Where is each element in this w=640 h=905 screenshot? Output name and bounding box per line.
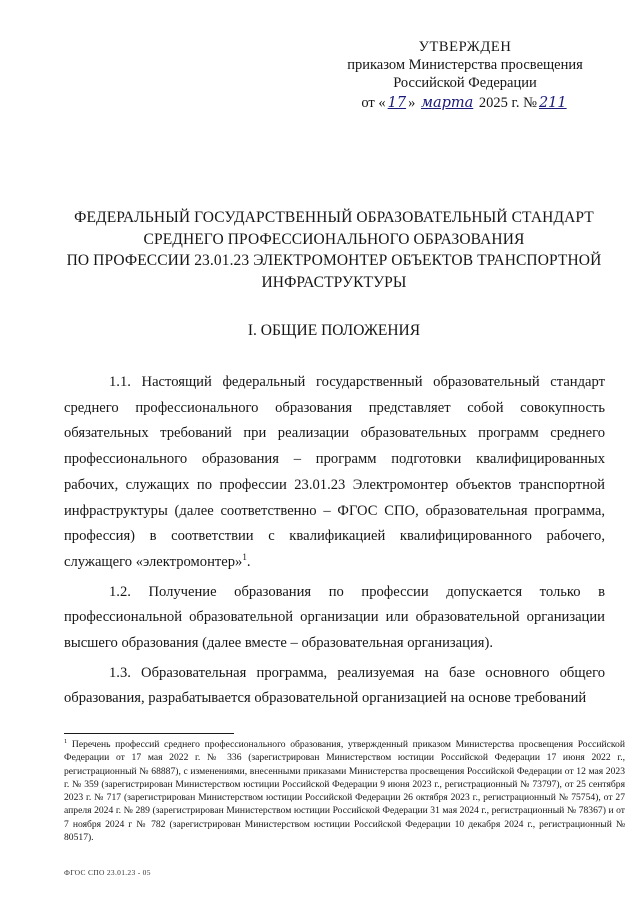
title-line-1: ФЕДЕРАЛЬНЫЙ ГОСУДАРСТВЕННЫЙ ОБРАЗОВАТЕЛЬНЫЙ СТАНДАРТ [74, 209, 594, 226]
date-day-handwritten: 17 [387, 95, 407, 111]
footer-code: ФГОС СПО 23.01.23 - 05 [64, 868, 151, 877]
footnote-text: Перечень профессий среднего профессионального образования, утвержденный приказом Министерства просвещения Российской Федерации от 17 мая 2022 г. № 336 (зарегистрирован Министерством юстиции Российской Федерации 17 июня 2022 г., регистрационный № 68887), с изменениями, внесенными приказами Министерства просвещения Российской Федерации от 12 мая 2023 г. № 359 (зарегистрирован Министерством юстиции Российской Федерации 9 июня 2023 г., регистрационный № 73797), от 25 сентября 2023 г. № 717 (зарегистрирован Министерством юстиции Российской Федерации 26 октября 2023 г., регистрационный № 75754), от 27 апреля 2024 г. № 289 (зарегистрирован Министерством юстиции Российской Федерации 31 мая 2024 г., регистрационный № 78367) и от 7 ноября 2024 г № 782 (зарегистрирован Министерством юстиции Российской Федерации 10 декабря 2024 г., регистрационный № 80517). [64, 739, 625, 844]
footnote-reference: 1 [242, 552, 247, 563]
footnote [64, 738, 625, 844]
date-prefix: от « [361, 95, 386, 111]
section-heading: I. ОБЩИЕ ПОЛОЖЕНИЯ [247, 322, 421, 339]
approval-line-2: Российской Федерации [393, 75, 537, 91]
approval-title: УТВЕРЖДЕН [418, 39, 512, 55]
paragraph-1-3: 1.3. Образовательная программа, реализуемая на базе основного общего образования, разрабатывается образовательной организацией на основе требований [64, 664, 605, 707]
paragraph-1-1-text: 1.1. Настоящий федеральный государственный образовательный стандарт среднего профессионального образования представляет собой совокупность обязательных требований при реализации образовательных программ среднего профессионального образования – программ подготовки квалифицированных рабочих, служащих по профессии 23.01.23 Электромонтер объектов транспортной инфраструктуры (далее соответственно – ФГОС СПО, образовательная программа, профессия) в соответствии с квалификацией квалифицированного рабочего, служащего «электромонтер» [64, 374, 605, 570]
approval-date-line [330, 94, 600, 112]
standard-title [64, 207, 604, 293]
body-text [64, 370, 605, 716]
approval-block [330, 38, 600, 112]
title-line-4: ИНФРАСТРУКТУРЫ [261, 273, 407, 291]
paragraph-1-1-end: . [246, 553, 251, 570]
title-line-2: СРЕДНЕГО ПРОФЕССИОНАЛЬНОГО ОБРАЗОВАНИЯ [143, 230, 525, 248]
date-month-handwritten: марта [420, 95, 474, 111]
approval-line-1: приказом Министерства просвещения [347, 57, 583, 73]
title-line-3: ПО ПРОФЕССИИ 23.01.23 ЭЛЕКТРОМОНТЕР ОБЪЕКТОВ ТРАНСПОРТНОЙ [66, 252, 602, 269]
paragraph-1-2: 1.2. Получение образования по профессии допускается только в профессиональной образовательной организации или образовательной организации высшего образования (далее вместе – образовательная организация). [64, 583, 605, 652]
footnote-mark: 1 [64, 737, 68, 745]
paragraph-1-1 [64, 370, 605, 576]
date-mid: » [408, 95, 416, 111]
footnote-separator [64, 733, 234, 734]
order-number-handwritten: 211 [538, 95, 567, 111]
date-year: 2025 г. № [478, 95, 537, 111]
